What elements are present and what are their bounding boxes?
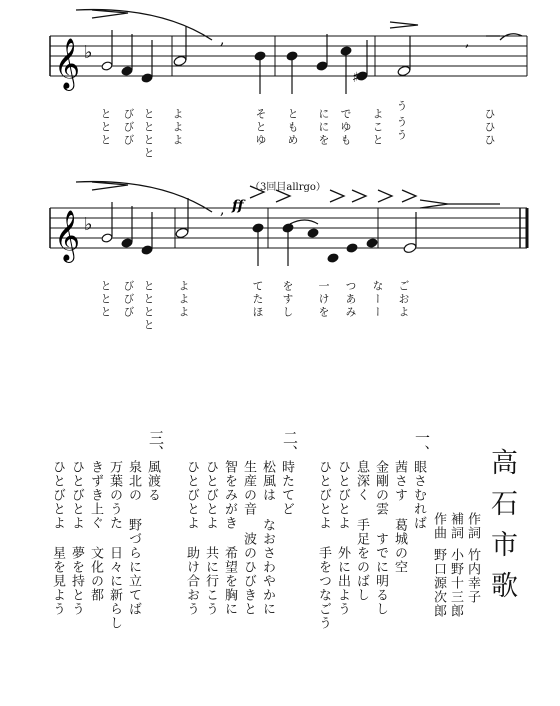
lyric-column: ににを — [317, 108, 330, 147]
lyric-column: びびび — [122, 108, 135, 147]
lyric-column: でゆも — [339, 108, 352, 147]
credit-name: 竹内幸子 — [465, 548, 480, 604]
verse-line: 風渡る — [145, 460, 160, 502]
credit-role: 補詞 — [448, 512, 463, 540]
verse-line: 生産の音 波のひびきと — [241, 460, 256, 616]
verse-line: 泉北の 野づらに立てば — [126, 460, 141, 616]
tempo-instruction: （3回目allrgo） — [250, 182, 326, 193]
treble-clef-icon: 𝄞 — [54, 38, 81, 89]
lyric-column: 一けを — [317, 280, 330, 319]
lyric-column: うう — [395, 116, 408, 142]
svg-text:♯: ♯ — [352, 70, 359, 86]
lyric-column: ひひひ — [483, 108, 496, 147]
verse-line: 金剛の雲 すでに明るし — [373, 460, 388, 616]
verse-line: ひとびとよ 助け合おう — [184, 460, 199, 616]
svg-text:,: , — [220, 32, 225, 48]
credit-name: 野口源次郎 — [431, 548, 446, 618]
treble-clef-icon: 𝄞 — [54, 210, 81, 261]
verse-line: 万葉のうた 日々に新らし — [107, 460, 122, 630]
lyric-column: てたほ — [251, 280, 264, 319]
verse-line: 時たてど — [279, 460, 294, 516]
verse-line: 松風は なおさわやかに — [260, 460, 275, 616]
music-score — [0, 0, 560, 340]
lyric-column: びびび — [122, 280, 135, 319]
lyric-column: う — [395, 100, 408, 113]
svg-text:♭: ♭ — [84, 214, 93, 235]
lyric-column: ととと — [99, 108, 112, 147]
credit-role: 作曲 — [431, 512, 446, 540]
verse-line: ひとびとよ 外に出よう — [335, 460, 350, 616]
verse-line: 茜さす 葛城の空 — [392, 460, 407, 574]
svg-text:,: , — [220, 202, 225, 218]
song-title: 高石市歌 — [486, 448, 517, 612]
verse-line: ひとびとよ 夢を持とう — [69, 460, 84, 616]
lyric-column: ととと — [99, 280, 112, 319]
verse-number: 二、 — [281, 430, 299, 460]
lyric-column: よよよ — [171, 108, 184, 147]
verse-line: 息深く 手足をのばし — [354, 460, 369, 602]
lyric-column: とととと — [142, 108, 155, 160]
lyric-column: とととと — [142, 280, 155, 332]
verse-number: 三、 — [147, 430, 165, 460]
lyric-column: ごおよ — [397, 280, 410, 319]
lyric-column: よこと — [371, 108, 384, 147]
verse-line: きずき上ぐ 文化の都 — [88, 460, 103, 602]
verse-line: ひとびとよ 手をつなごう — [316, 460, 331, 630]
lyric-column: なーー — [371, 280, 384, 319]
verse-line: ひとびとよ 星を見よう — [50, 460, 65, 616]
svg-text:♭: ♭ — [84, 42, 93, 63]
verse-line: 眼さむれば — [411, 460, 426, 530]
svg-text:,: , — [465, 34, 470, 50]
lyric-column: そとゆ — [254, 108, 267, 147]
verse-number: 一、 — [413, 430, 431, 460]
lyric-column: つあみ — [344, 280, 357, 319]
verse-line: ひとびとよ 共に行こう — [203, 460, 218, 616]
lyric-column: ともめ — [286, 108, 299, 147]
lyric-column: をすし — [281, 280, 294, 319]
credit-name: 小野十三郎 — [448, 548, 463, 618]
lyric-column: よよよ — [177, 280, 190, 319]
verse-line: 智をみがき 希望を胸に — [222, 460, 237, 616]
dynamic-marking: ff — [232, 198, 244, 214]
credit-role: 作詞 — [465, 512, 480, 540]
